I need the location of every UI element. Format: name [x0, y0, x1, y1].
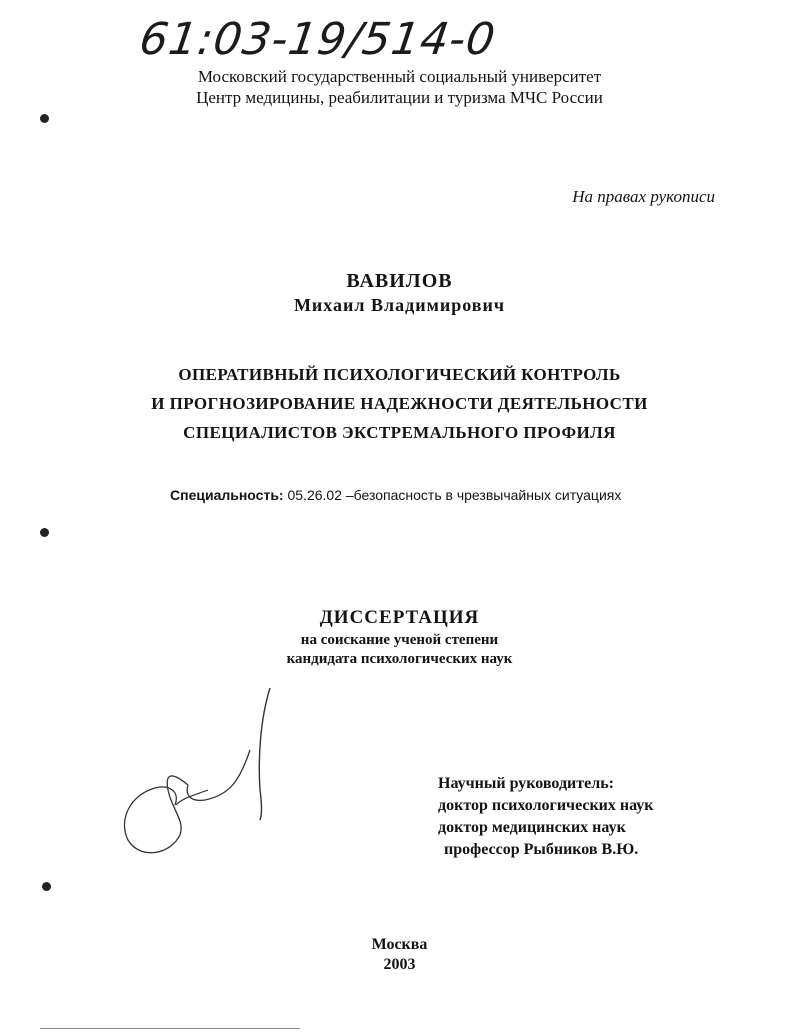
specialty-value: 05.26.02 –безопасность в чрезвычайных ситуациях: [283, 487, 622, 503]
degree: [0, 631, 799, 669]
punch-mark-top: [40, 114, 49, 123]
handwritten-signature: [110, 680, 300, 870]
supervisor-label: Научный руководитель:: [438, 775, 614, 792]
city-year: [0, 935, 799, 975]
author-name: Михаил Владимирович: [293, 295, 506, 315]
scan-edge-line: [40, 1028, 300, 1029]
supervisor: [438, 773, 654, 861]
supervisor-line-2: доктор медицинских наук: [438, 819, 626, 836]
year: 2003: [383, 956, 416, 973]
city: Москва: [371, 936, 428, 953]
document-type: ДИССЕРТАЦИЯ: [319, 607, 480, 628]
punch-mark-bottom: [42, 882, 51, 891]
specialty: [170, 487, 621, 503]
archive-code: 61:03-19/514-0: [136, 14, 499, 65]
title-line-3: СПЕЦИАЛИСТОВ ЭКСТРЕМАЛЬНОГО ПРОФИЛЯ: [183, 423, 616, 442]
title-line-1: ОПЕРАТИВНЫЙ ПСИХОЛОГИЧЕСКИЙ КОНТРОЛЬ: [178, 365, 621, 384]
dissertation-title: [0, 360, 799, 447]
supervisor-line-3: профессор Рыбников В.Ю.: [444, 841, 639, 858]
author-surname: ВАВИЛОВ: [346, 270, 453, 292]
specialty-label: Специальность:: [170, 487, 284, 503]
degree-line-2: кандидата психологических наук: [286, 651, 513, 667]
institution-line-1: Московский государственный социальный университет: [197, 67, 602, 86]
punch-mark-middle: [40, 528, 49, 537]
degree-line-1: на соискание ученой степени: [300, 632, 499, 648]
supervisor-line-1: доктор психологических наук: [438, 797, 654, 814]
title-line-2: И ПРОГНОЗИРОВАНИЕ НАДЕЖНОСТИ ДЕЯТЕЛЬНОСТИ: [151, 394, 648, 413]
institution: [0, 66, 799, 108]
institution-line-2: Центр медицины, реабилитации и туризма МЧС России: [196, 88, 603, 107]
manuscript-note: На правах рукописи: [572, 187, 715, 206]
